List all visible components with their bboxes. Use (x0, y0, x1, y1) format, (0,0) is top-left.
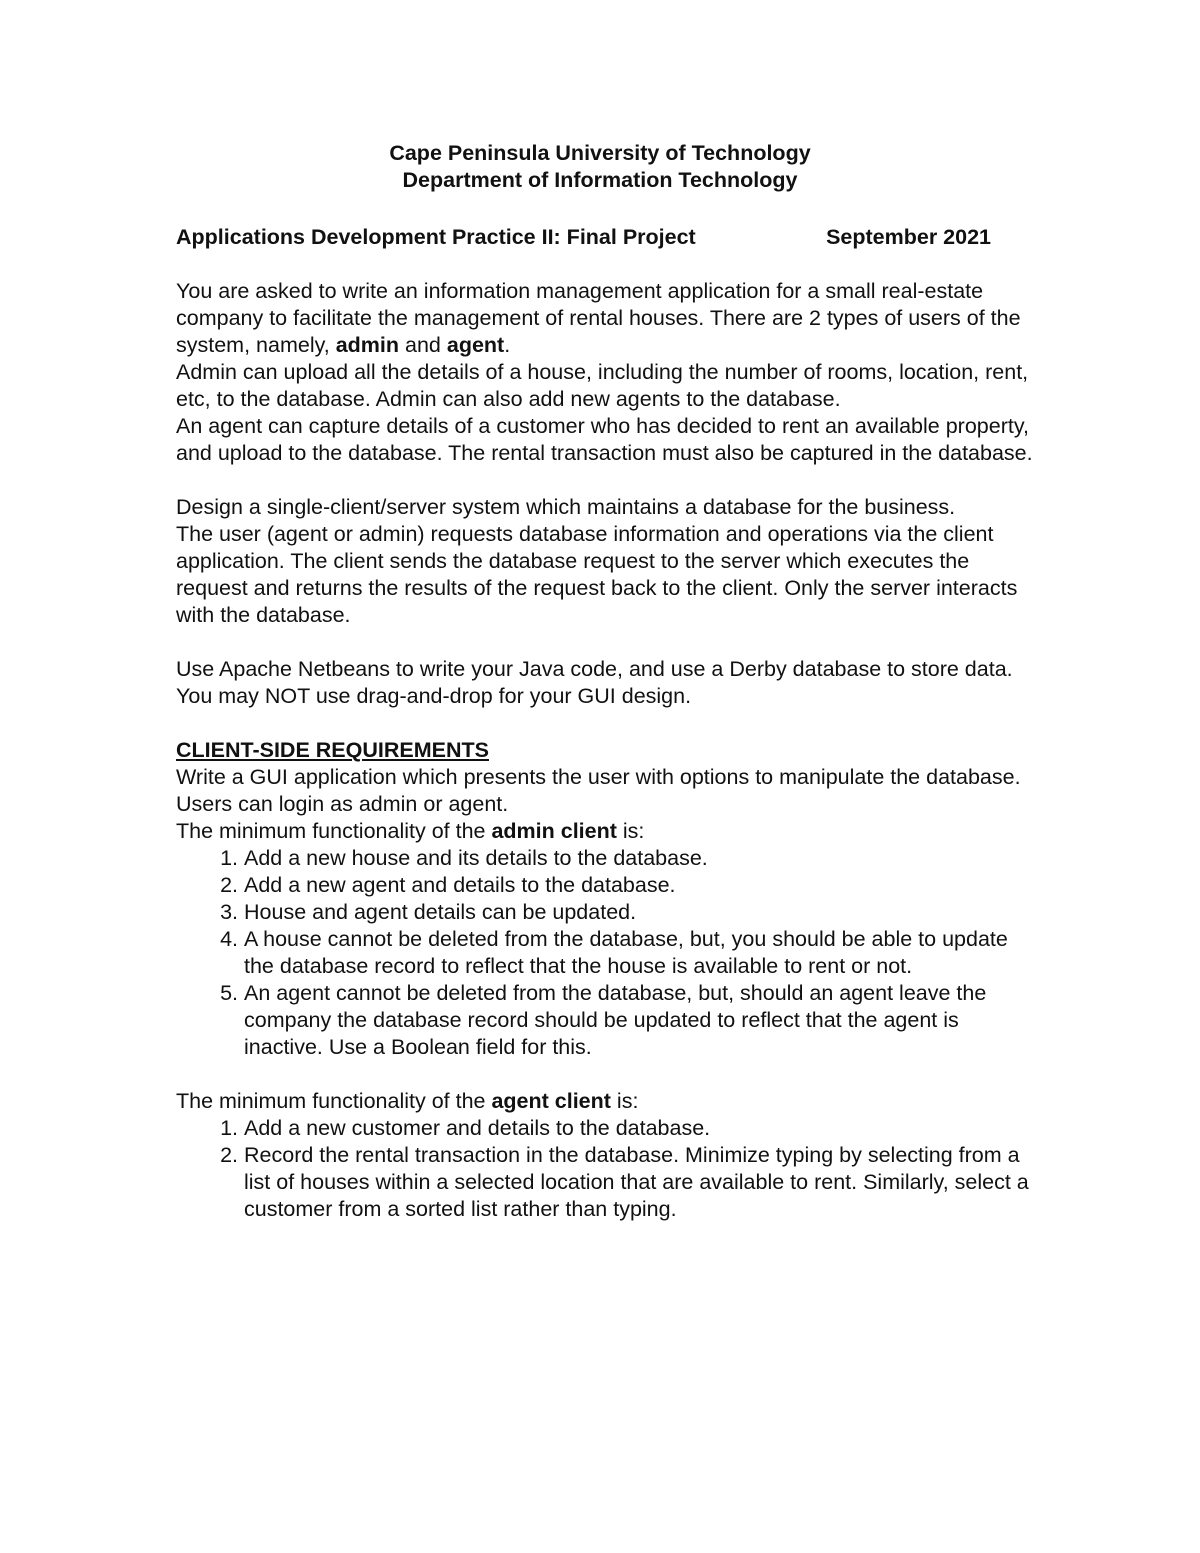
admin-requirements-list (176, 845, 1036, 1061)
intro-period: . (504, 333, 511, 357)
agent-client-intro (176, 1088, 1036, 1115)
intro-text: You are asked to write an information management application for a small real-estate company to facilitate the management of rental houses. There are 2 types of users of the system, namely, (176, 279, 1021, 357)
intro-paragraph-2: Admin can upload all the details of a house, including the number of rooms, location, rent, etc, to the database. Admin can also add new agents to the database. (176, 360, 1029, 411)
agent-requirements-list (176, 1115, 1036, 1223)
department-name: Department of Information Technology (402, 168, 798, 192)
document-header (0, 140, 1200, 194)
design-paragraph-2: The user (agent or admin) requests database information and operations via the client application. The client sends the database request to the server which executes the request and returns the results of the request back to the client. Only the server interacts with the database. (176, 522, 1018, 627)
admin-term: admin (335, 333, 400, 357)
admin-intro-text: The minimum functionality of the (176, 819, 492, 843)
agent-intro-text: The minimum functionality of the (176, 1089, 492, 1113)
agent-term: agent (446, 333, 505, 357)
design-paragraph-1: Design a single-client/server system which maintains a database for the business. (176, 495, 956, 519)
list-item: 2. Add a new agent and details to the database. (244, 872, 1036, 899)
list-item: 1. Add a new customer and details to the database. (244, 1115, 1036, 1142)
list-item: 5. An agent cannot be deleted from the database, but, should an agent leave the company the database record should be updated to reflect that the agent is inactive. Use a Boolean field for this. (244, 980, 1036, 1061)
course-title-line (176, 224, 991, 251)
intro-paragraph-1 (176, 278, 1036, 359)
tools-paragraph: Use Apache Netbeans to write your Java code, and use a Derby database to store data. You may NOT use drag-and-drop for your GUI design. (176, 657, 1013, 708)
list-item: 4. A house cannot be deleted from the database, but, you should be able to update the database record to reflect that the house is available to rent or not. (244, 926, 1036, 980)
admin-intro-end: is: (616, 819, 645, 843)
intro-and: and (399, 333, 447, 357)
document-date: September 2021 (826, 225, 991, 249)
agent-client-term: agent client (491, 1089, 611, 1113)
university-name: Cape Peninsula University of Technology (389, 141, 811, 165)
course-title: Applications Development Practice II: Final Project (176, 225, 696, 249)
agent-intro-end: is: (610, 1089, 639, 1113)
client-side-intro: Write a GUI application which presents the user with options to manipulate the database. Users can login as admin or agent. (176, 765, 1021, 816)
list-item: 3. House and agent details can be updated. (244, 899, 1036, 926)
intro-paragraph-3: An agent can capture details of a customer who has decided to rent an available property, and upload to the database. The rental transaction must also be captured in the database. (176, 414, 1033, 465)
list-item: 2. Record the rental transaction in the database. Minimize typing by selecting from a list of houses within a selected location that are available to rent. Similarly, select a customer from a sorted list rather than typing. (244, 1142, 1036, 1223)
client-side-heading: CLIENT-SIDE REQUIREMENTS (176, 738, 489, 762)
list-item: 1. Add a new house and its details to the database. (244, 845, 1036, 872)
admin-client-term: admin client (491, 819, 617, 843)
admin-client-intro (176, 818, 1036, 845)
document-page (176, 140, 1036, 1223)
